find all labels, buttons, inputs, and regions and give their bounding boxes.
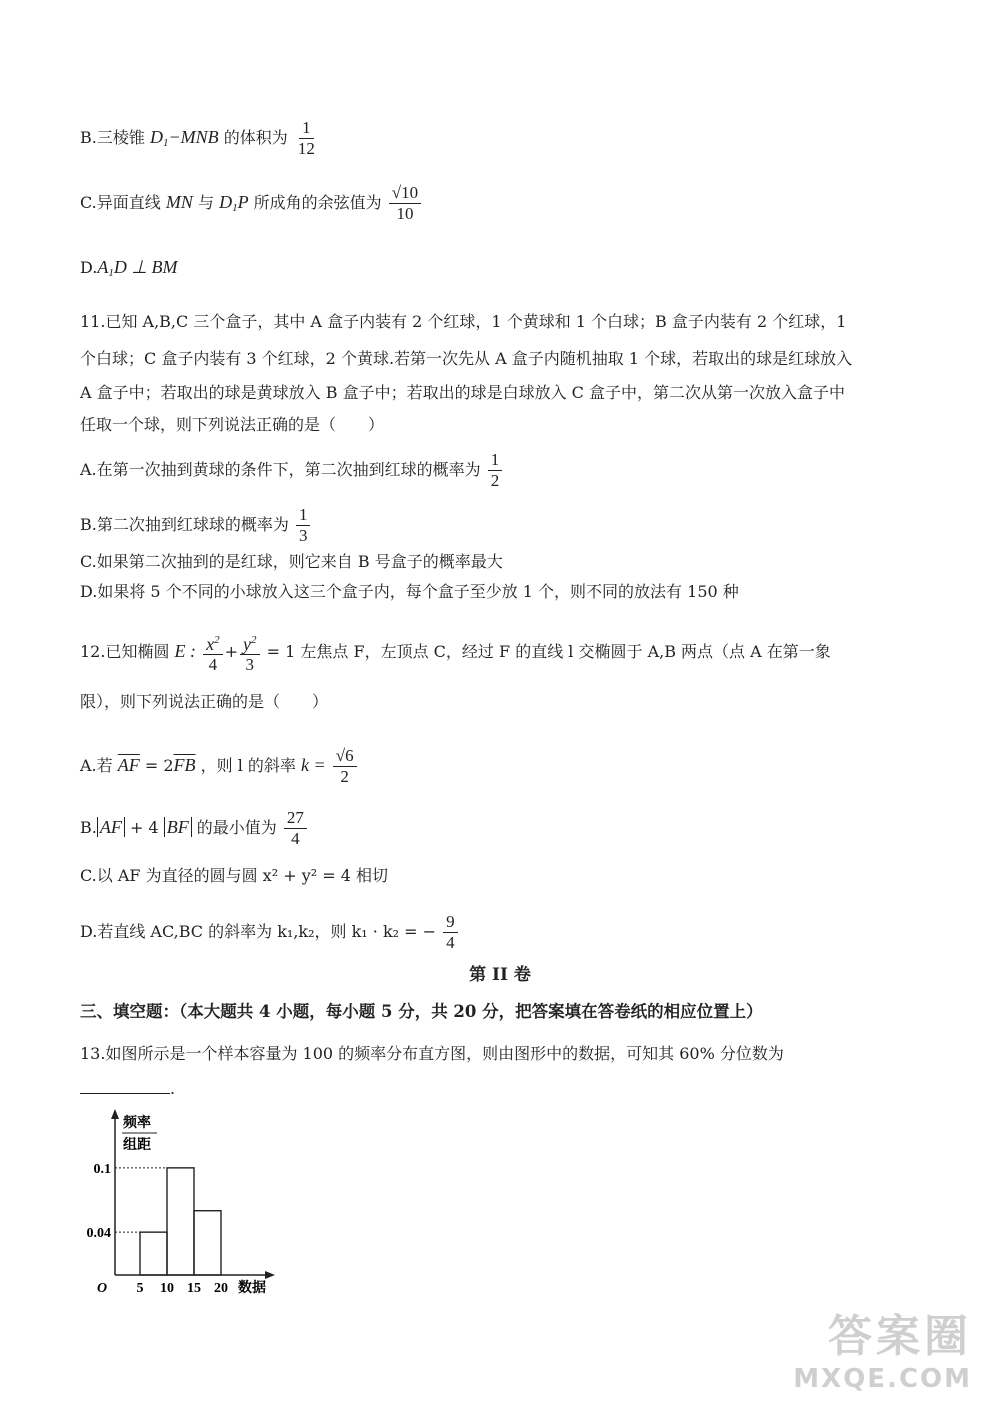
y-axis-arrow — [111, 1109, 119, 1119]
q12-option-a — [80, 746, 359, 787]
option-c-tail: 所成角的余弦值为 — [253, 193, 382, 212]
q11-line-2: 个白球；C 盒子内装有 3 个红球，2 个黄球.若第一次先从 A 盒子内随机抽取 1 个球，若取出的球是红球放入 — [80, 349, 853, 368]
watermark — [793, 1300, 972, 1394]
option-a-text: A.在第一次抽到黄球的条件下，第二次抽到红球的概率为 — [80, 460, 481, 479]
d1-var: $D_1$ — [149, 127, 169, 149]
fraction-27-4: $\frac{27}{4}$ — [284, 808, 307, 849]
watermark-url: MXQE.COM — [793, 1364, 972, 1394]
q12-line-1: 12.已知椭圆 E : $\frac{x^2}{4}$ + $\frac{y^2}{3}$ = 1 左焦点 F，左顶点 C，经过 F 的直线 l 交椭圆于 A,B 两点（点 A 在第一象 — [80, 630, 831, 675]
q12-option-b — [80, 808, 309, 849]
q11-line-3: A 盒子中；若取出的球是黄球放入 B 盒子中；若取出的球是白球放入 C 盒子中，第二次从第一次放入盒子中 — [80, 383, 845, 402]
q12-line-2: 限），则下列说法正确的是（ ） — [80, 692, 329, 711]
origin-label: O — [97, 1281, 108, 1295]
q12-post: 左焦点 F，左顶点 C，经过 F 的直线 l 交椭圆于 A,B 两点（点 A 在第一象 — [300, 642, 831, 661]
q12-option-d — [80, 912, 460, 953]
option-b-text: B.第二次抽到红球球的概率为 — [80, 515, 289, 534]
option-b-tail: 的体积为 — [223, 128, 288, 147]
x-tick-15: 15 — [187, 1281, 201, 1295]
vector-fb: $\overline{FB}$ — [173, 755, 196, 775]
xlabel: 数据 — [238, 1280, 266, 1295]
d1p-var: $D_1P$ — [219, 192, 249, 214]
a1-var: $A_1D$ ⊥ BM — [97, 257, 178, 279]
histogram-bar-5-10 — [140, 1232, 167, 1275]
q11-line-4: 任取一个球，则下列说法正确的是（ ） — [80, 415, 385, 434]
section-heading: 三、填空题：（本大题共 4 小题，每小题 5 分，共 20 分，把答案填在答卷纸的相应位置上） — [80, 1002, 763, 1021]
q13-line-1: 13.如图所示是一个样本容量为 100 的频率分布直方图，则由图形中的数据，可知其 60% 分位数为 — [80, 1044, 784, 1063]
ellipse-eq: = 1 — [266, 642, 296, 661]
fraction-1-12: $\frac{1}{12}$ — [297, 118, 315, 158]
option-c-text: C.异面直线 — [80, 193, 161, 212]
option-d-label: D. — [80, 258, 98, 277]
option-a-mid: ，则 l 的斜率 — [200, 756, 296, 775]
ylabel-top: 频率 — [123, 1115, 151, 1131]
fraction-1-2: $\frac{1}{2}$ — [488, 450, 503, 491]
section-title: 第 II 卷 — [469, 965, 531, 985]
option-b-text: B.三棱锥 — [80, 128, 145, 147]
x-tick-20: 20 — [214, 1281, 228, 1295]
vector-af: $\overline{AF}$ — [117, 755, 140, 775]
mn-var: MN — [165, 192, 193, 212]
q11-option-a — [80, 450, 504, 491]
q11-option-c: C.如果第二次抽到的是红球，则它来自 B 号盒子的概率最大 — [80, 552, 503, 571]
q11-line-1: 11.已知 A,B,C 三个盒子，其中 A 盒子内装有 2 个红球，1 个黄球和 1 个白球；B 盒子内装有 2 个红球，1 — [80, 312, 847, 331]
option-b-prefix: B. — [80, 818, 97, 837]
fraction-x2-4: $\frac{x^2}{4}$ — [203, 630, 223, 675]
option-c-mid: 与 — [197, 193, 214, 212]
x-tick-5: 5 — [136, 1281, 144, 1295]
ellipse-e: E : — [174, 641, 197, 661]
option-a-prefix: A.若 — [80, 756, 113, 775]
q13-end: . — [170, 1079, 176, 1098]
fraction-9-4: $\frac{9}{4}$ — [443, 912, 458, 953]
option-d-text: D.若直线 AC,BC 的斜率为 k₁,k₂，则 k₁ · k₂ = − — [80, 922, 437, 941]
q10-option-b — [80, 118, 320, 159]
y-tick-0.1: 0.1 — [93, 1161, 111, 1177]
q13-answer-line — [80, 1077, 175, 1101]
q11-option-d: D.如果将 5 个不同的小球放入这三个盒子内，每个盒子至少放 1 个，则不同的放法有 150 种 — [80, 582, 739, 601]
fraction-y2-3: $\frac{y^2}{3}$ — [240, 630, 260, 675]
x-tick-10: 10 — [160, 1281, 174, 1295]
histogram-bar-10-15 — [167, 1168, 194, 1275]
frequency-histogram — [75, 1105, 305, 1295]
watermark-logo-text: 答案圈 — [828, 1311, 972, 1362]
fraction-1-3: $\frac{1}{3}$ — [296, 505, 311, 546]
ylabel-bottom: 组距 — [123, 1137, 151, 1153]
q11-option-b — [80, 505, 312, 546]
fraction-sqrt10-10: $\frac{√10}{10}$ — [389, 183, 421, 224]
q10-option-d — [80, 255, 178, 285]
answer-blank[interactable] — [80, 1077, 170, 1094]
q10-option-c — [80, 183, 423, 224]
slope-k: k = — [301, 755, 326, 775]
option-b-plus: + 4 — [129, 818, 159, 837]
histogram-bar-15-20 — [194, 1211, 221, 1275]
fraction-sqrt6-2: $\frac{√6}{2}$ — [333, 746, 357, 787]
y-tick-0.04: 0.04 — [86, 1226, 111, 1242]
q12-prefix: 12.已知椭圆 — [80, 642, 170, 661]
option-b-tail: 的最小值为 — [196, 818, 277, 837]
option-a-eq: = 2 — [144, 756, 174, 775]
abs-af: AF — [97, 817, 125, 837]
mnb-var: −MNB — [168, 127, 219, 147]
q12-option-c: C.以 AF 为直径的圆与圆 x² + y² = 4 相切 — [80, 866, 388, 885]
abs-bf: BF — [164, 817, 192, 837]
x-axis-arrow — [265, 1271, 275, 1279]
